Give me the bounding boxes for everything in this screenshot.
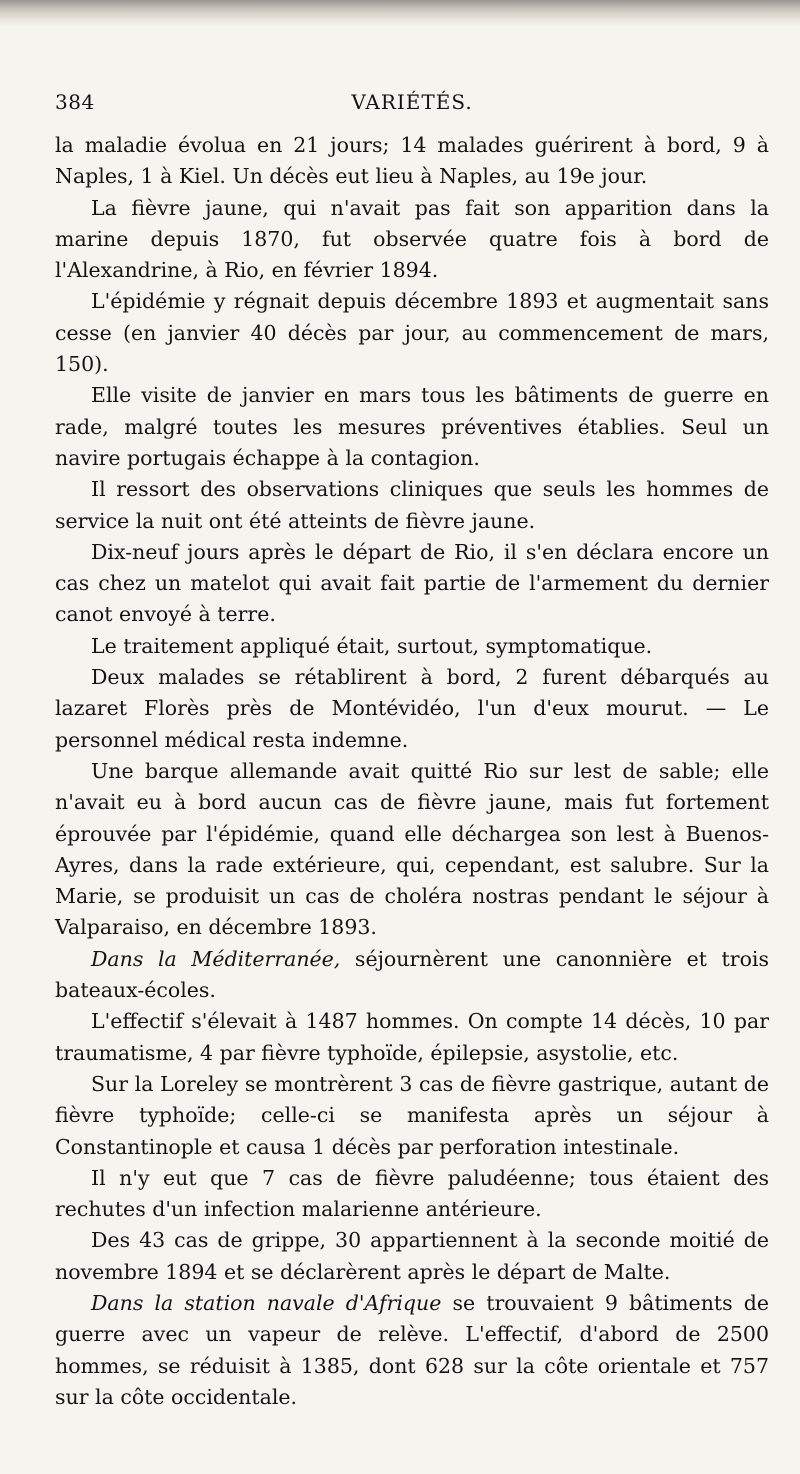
- book-page: [55, 90, 769, 1413]
- paragraph: Il ressort des observations cliniques que seuls les hommes de service la nuit ont été atteints de fièvre jaune.: [55, 477, 769, 533]
- paragraph: Une barque allemande avait quitté Rio sur lest de sable; elle n'avait eu à bord aucun cas de fièvre jaune, mais fut fortement éprouvée par l'épidémie, quand elle déchargea son lest à Buenos-Ayres, dans la rade extérieure, qui, cependant, est salubre. Sur la Marie, se produisit un cas de choléra nostras pendant le séjour à Valparaiso, en décembre 1893.: [55, 758, 769, 940]
- paragraph: Elle visite de janvier en mars tous les bâtiments de guerre en rade, malgré toutes les mesures préventives établies. Seul un navire portugais échappe à la contagion.: [55, 383, 769, 470]
- paragraph: Dix-neuf jours après le départ de Rio, il s'en déclara encore un cas chez un matelot qui avait fait partie de l'armement du dernier canot envoyé à terre.: [55, 539, 769, 627]
- paragraph: Le traitement appliqué était, surtout, symptomatique.: [91, 633, 653, 658]
- page-header: [55, 90, 769, 130]
- running-title: VARIÉTÉS.: [351, 90, 473, 114]
- page-number: 384: [55, 90, 95, 114]
- italic-lead: Dans la Méditerranée,: [91, 946, 341, 971]
- paragraph: Deux malades se rétablirent à bord, 2 furent débarqués au lazaret Florès près de Montévidéo, l'un d'eux mourut. — Le personnel médical resta indemne.: [55, 665, 769, 752]
- body-text: [55, 130, 769, 1413]
- paragraph: Des 43 cas de grippe, 30 appartiennent à la seconde moitié de novembre 1894 et se déclarèrent après le départ de Malte.: [55, 1228, 769, 1284]
- page-edge-shadow: [0, 0, 800, 26]
- paragraph: la maladie évolua en 21 jours; 14 malades guérirent à bord, 9 à Naples, 1 à Kiel. Un décès eut lieu à Naples, au 19e jour.: [55, 133, 769, 189]
- paragraph: Dans la Méditerranée, séjournèrent une canonnière et trois bateaux-écoles.: [55, 946, 769, 1003]
- paragraph: Sur la Loreley se montrèrent 3 cas de fièvre gastrique, autant de fièvre typhoïde; celle-ci se manifesta après un séjour à Constantinople et causa 1 décès par perforation intestinale.: [55, 1071, 769, 1159]
- paragraph: Il n'y eut que 7 cas de fièvre paludéenne; tous étaient des rechutes d'un infection malarienne antérieure.: [55, 1165, 769, 1222]
- paragraph: Dans la station navale d'Afrique se trouvaient 9 bâtiments de guerre avec un vapeur de relève. L'effectif, d'abord de 2500 hommes, se réduisit à 1385, dont 628 sur la côte orientale et 757 sur la côte occidentale.: [55, 1290, 769, 1409]
- paragraph: La fièvre jaune, qui n'avait pas fait son apparition dans la marine depuis 1870, fut observée quatre fois à bord de l'Alexandrine, à Rio, en février 1894.: [55, 195, 769, 283]
- italic-lead: Dans la station navale d'Afrique: [91, 1290, 442, 1315]
- paragraph: L'épidémie y régnait depuis décembre 1893 et augmentait sans cesse (en janvier 40 décès par jour, au commencement de mars, 150).: [55, 289, 769, 377]
- paragraph: L'effectif s'élevait à 1487 hommes. On compte 14 décès, 10 par traumatisme, 4 par fièvre typhoïde, épilepsie, asystolie, etc.: [55, 1009, 769, 1065]
